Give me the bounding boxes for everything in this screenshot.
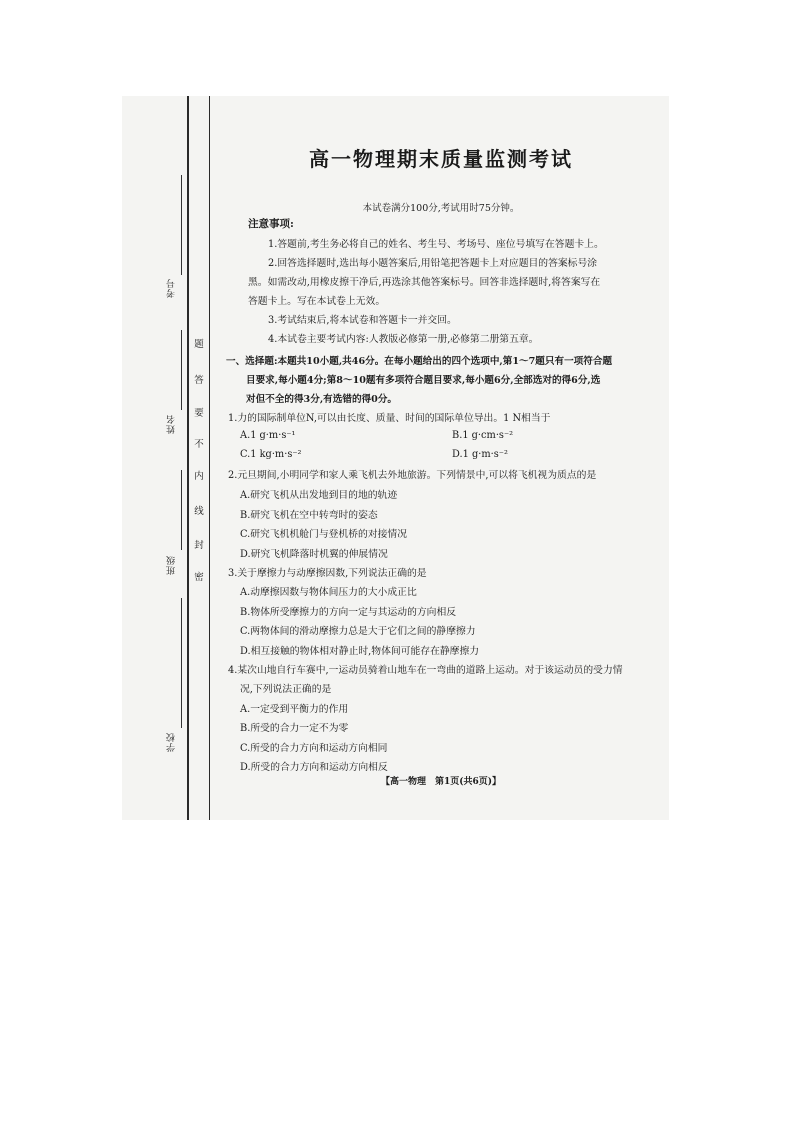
school-label: 学校 xyxy=(167,732,177,752)
question-2-stem: 2.元旦期间,小明同学和家人乘飞机去外地旅游。下列情景中,可以将飞机视为质点的是 xyxy=(228,470,597,481)
question-4-stem: 4.某次山地自行车赛中,一运动员骑着山地车在一弯曲的道路上运动。对于该运动员的受力情 xyxy=(228,665,623,676)
question-2-option-b: B.研究飞机在空中转弯时的姿态 xyxy=(240,510,378,521)
seal-char: 密 xyxy=(194,572,204,583)
section-instruction: 一、选择题:本题共10小题,共46分。在每小题给出的四个选项中,第1～7题只有一项符合题 xyxy=(226,356,613,367)
note-line: 答题卡上。写在本试卷上无效。 xyxy=(248,296,386,307)
question-3-option-b: B.物体所受摩擦力的方向一定与其运动的方向相反 xyxy=(240,607,457,618)
question-1-option-a: A.1 g·m·s⁻¹ xyxy=(240,430,296,441)
page-footer: 【高一物理 第1页(共6页)】 xyxy=(380,777,502,787)
note-line: 4.本试卷主要考试内容:人教版必修第一册,必修第二册第五章。 xyxy=(268,334,539,345)
class-label: 班级 xyxy=(167,555,177,575)
seal-char: 答 xyxy=(194,375,204,386)
question-3-stem: 3.关于摩擦力与动摩擦因数,下列说法正确的是 xyxy=(228,568,427,579)
question-3-option-d: D.相互接触的物体相对静止时,物体间可能存在静摩擦力 xyxy=(240,646,480,657)
question-4-option-c: C.所受的合力方向和运动方向相同 xyxy=(240,743,388,754)
note-line: 1.答题前,考生务必将自己的姓名、考生号、考场号、座位号填写在答题卡上。 xyxy=(268,239,604,250)
notes-heading: 注意事项: xyxy=(248,218,294,230)
exam-no-label: 考号 xyxy=(167,278,177,298)
class-underline xyxy=(181,470,182,550)
exam-title: 高一物理期末质量监测考试 xyxy=(309,147,573,171)
section-instruction: 对但不全的得3分,有选错的得0分。 xyxy=(246,394,398,405)
exam-no-underline xyxy=(181,175,182,275)
question-4-option-d: D.所受的合力方向和运动方向相反 xyxy=(240,762,388,773)
exam-subtitle: 本试卷满分100分,考试用时75分钟。 xyxy=(362,203,520,214)
question-2-option-d: D.研究飞机降落时机翼的伸展情况 xyxy=(240,549,388,560)
seal-char: 要 xyxy=(194,408,204,419)
school-underline xyxy=(181,598,182,728)
name-underline xyxy=(181,330,182,410)
note-line: 3.考试结束后,将本试卷和答题卡一并交回。 xyxy=(268,315,457,326)
note-line: 2.回答选择题时,选出每小题答案后,用铅笔把答题卡上对应题目的答案标号涂 xyxy=(268,258,598,269)
section-instruction: 目要求,每小题4分;第8～10题有多项符合题目要求,每小题6分,全部选对的得6分,选 xyxy=(246,375,601,386)
seal-char: 不 xyxy=(194,439,204,450)
question-4-option-b: B.所受的合力一定不为零 xyxy=(240,723,349,734)
question-4-option-a: A.一定受到平衡力的作用 xyxy=(240,704,349,715)
question-3-option-c: C.两物体间的滑动摩擦力总是大于它们之间的静摩擦力 xyxy=(240,626,476,637)
binding-line-outer xyxy=(187,96,189,820)
question-3-option-a: A.动摩擦因数与物体间压力的大小成正比 xyxy=(240,587,417,598)
question-1-option-d: D.1 g·m·s⁻² xyxy=(452,449,508,460)
note-line: 黑。如需改动,用橡皮擦干净后,再选涂其他答案标号。回答非选择题时,将答案写在 xyxy=(248,277,601,288)
question-2-option-c: C.研究飞机机舱门与登机桥的对接情况 xyxy=(240,529,408,540)
name-label: 姓名 xyxy=(167,414,177,434)
question-2-option-a: A.研究飞机从出发地到目的地的轨迹 xyxy=(240,490,398,501)
seal-char: 线 xyxy=(194,506,204,517)
binding-line-inner xyxy=(209,96,210,820)
seal-char: 题 xyxy=(194,339,204,350)
seal-char: 内 xyxy=(194,471,204,482)
question-1-option-b: B.1 g·cm·s⁻² xyxy=(452,430,514,441)
question-4-stem-cont: 况,下列说法正确的是 xyxy=(240,684,332,695)
question-1-stem: 1.力的国际制单位N,可以由长度、质量、时间的国际单位导出。1 N相当于 xyxy=(228,413,551,424)
question-1-option-c: C.1 kg·m·s⁻² xyxy=(240,449,302,460)
seal-char: 封 xyxy=(194,540,204,551)
